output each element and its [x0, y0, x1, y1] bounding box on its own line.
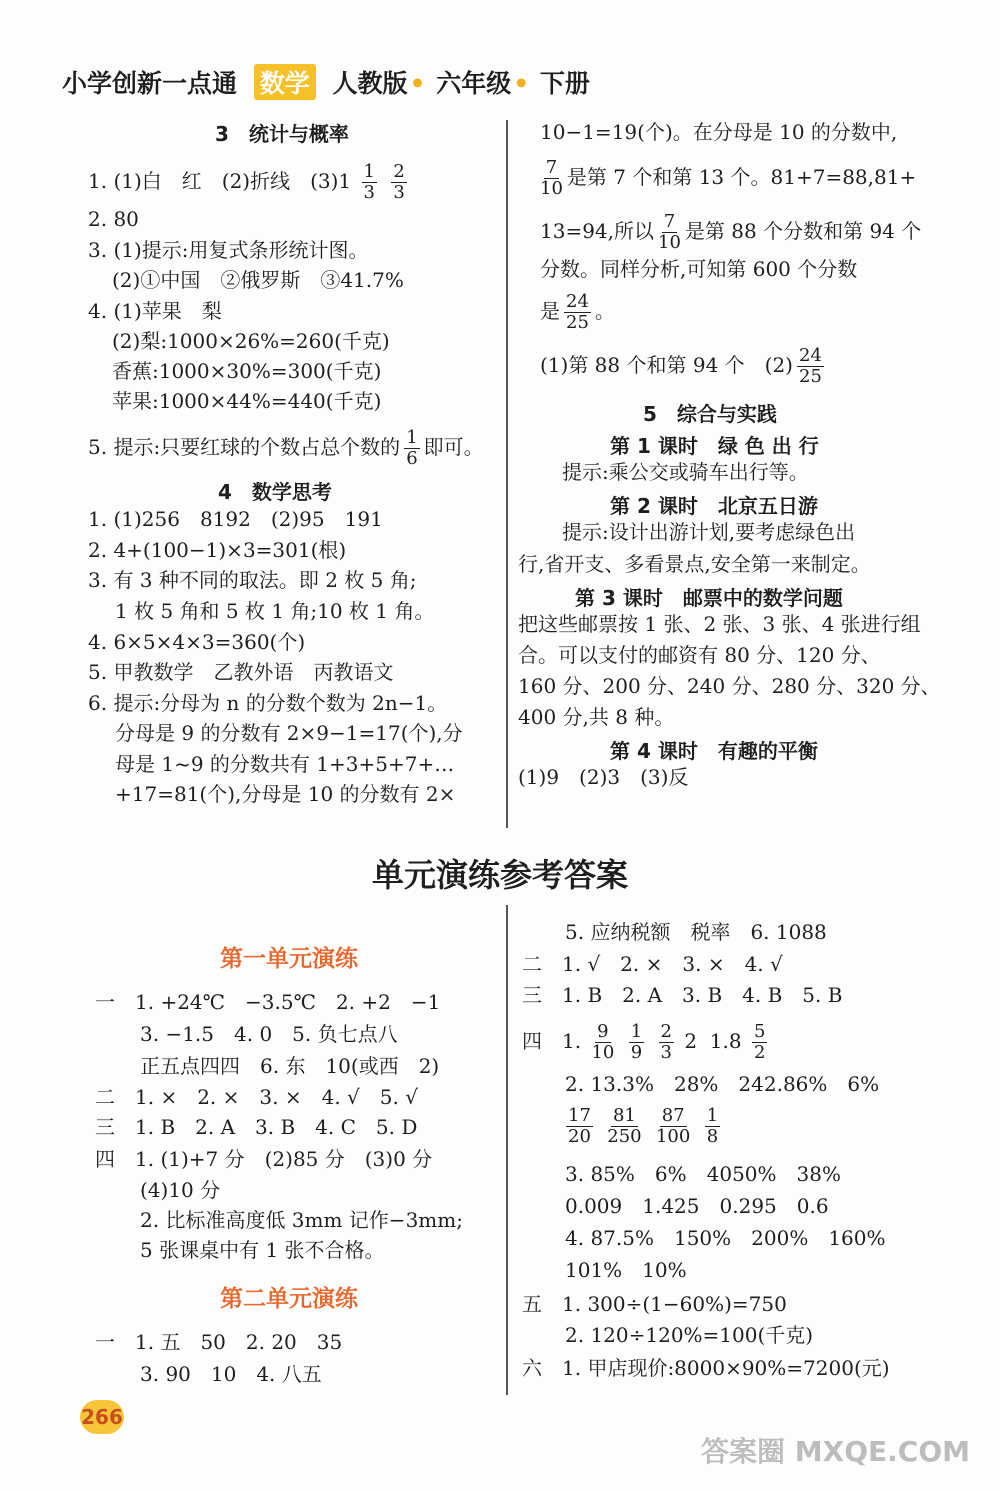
denominator: 20 [568, 1126, 591, 1147]
fraction [659, 1022, 674, 1063]
answer-line: 3. 85% 6% 4050% 38% [565, 1162, 841, 1186]
answer-line: 4. (1)苹果 梨 [88, 299, 222, 323]
answer-line: 分数。同样分析,可知第 600 个分数 [540, 257, 858, 281]
fraction [607, 1106, 641, 1147]
numerator: 9 [597, 1021, 609, 1042]
answer-line: 160 分、200 分、240 分、280 分、320 分、 [518, 674, 941, 698]
answer-line: (2)①中国 ②俄罗斯 ③41.7% [112, 268, 404, 292]
fraction [591, 1022, 614, 1063]
answer-line: 合。可以支付的邮资有 80 分、120 分、 [518, 643, 881, 667]
fraction [566, 1106, 593, 1147]
book-title: 小学创新一点通 [62, 69, 238, 98]
denominator: 10 [540, 178, 563, 199]
answer-text: 1.8 [709, 1029, 742, 1053]
answer-line [540, 158, 916, 199]
numerator: 1 [406, 427, 418, 448]
answer-line: 5. 甲教数学 乙教外语 丙教语文 [88, 660, 394, 684]
answer-line: +17=81(个),分母是 10 的分数有 2× [115, 782, 456, 806]
answer-text: 。 [594, 299, 615, 323]
answer-line: 5 张课桌中有 1 张不合格。 [140, 1238, 385, 1262]
section-title: 3 统计与概率 [215, 122, 349, 146]
answer-line: 400 分,共 8 种。 [518, 705, 675, 729]
numerator: 24 [799, 345, 822, 366]
answer-line: 3. 有 3 种不同的取法。即 2 枚 5 角; [88, 568, 417, 592]
unit-title: 第二单元演练 [220, 1286, 358, 1312]
fraction [540, 158, 563, 199]
answer-line [562, 1106, 724, 1147]
answer-line: 五 1. 300÷(1−60%)=750 [522, 1292, 787, 1316]
fraction [391, 162, 406, 203]
answer-line: 三 1. B 2. A 3. B 4. B 5. B [522, 983, 843, 1007]
answer-line: 提示:乘公交或骑车出行等。 [562, 460, 809, 484]
answer-line: 一 1. +24℃ −3.5℃ 2. +2 −1 [95, 990, 441, 1014]
numerator: 5 [753, 1021, 766, 1042]
denominator: 3 [363, 182, 375, 203]
answer-text: 13=94,所以 [540, 219, 655, 243]
fraction [629, 1022, 644, 1063]
dot-icon: • [513, 69, 530, 98]
answer-text: 是第 88 个分数和第 94 个 [684, 219, 922, 243]
answer-line: 0.009 1.425 0.295 0.6 [565, 1194, 829, 1218]
lesson-title: 第 1 课时 绿 色 出 行 [610, 434, 819, 458]
page-title: 单元演练参考答案 [371, 856, 628, 894]
answer-line: 分母是 9 的分数有 2×9−1=17(个),分 [115, 721, 463, 745]
answer-line: 四 1. (1)+7 分 (2)85 分 (3)0 分 [95, 1147, 433, 1171]
answer-line [540, 292, 615, 333]
answer-text: 5. 提示:只要红球的个数占总个数的 [88, 435, 401, 459]
page-number: 266 [80, 1400, 124, 1434]
answer-text: 是 [540, 299, 560, 323]
lesson-title: 第 3 课时 邮票中的数学问题 [575, 586, 843, 610]
answer-line: 把这些邮票按 1 张、2 张、3 张、4 张进行组 [518, 612, 921, 636]
answer-line: 正五点四四 6. 东 10(或西 2) [140, 1054, 440, 1078]
denominator: 10 [591, 1042, 615, 1063]
answer-text: 2 [684, 1029, 698, 1053]
denominator: 25 [566, 312, 589, 333]
answer-line: 4. 6×5×4×3=360(个) [88, 630, 306, 654]
numerator: 1 [363, 161, 375, 182]
answer-line [88, 428, 484, 469]
denominator: 10 [658, 232, 681, 253]
denominator: 2 [753, 1042, 766, 1063]
column-divider-top [506, 120, 508, 828]
numerator: 1 [630, 1021, 643, 1042]
denominator: 6 [406, 448, 418, 469]
lesson-title: 第 4 课时 有趣的平衡 [610, 739, 818, 763]
answer-line: 提示:设计出游计划,要考虑绿色出 [562, 520, 856, 544]
fraction [705, 1106, 720, 1147]
answer-line: 2. 4+(100−1)×3=301(根) [88, 538, 347, 562]
numerator: 24 [566, 291, 589, 312]
answer-line: 101% 10% [565, 1258, 687, 1282]
lesson-title: 第 2 课时 北京五日游 [610, 494, 818, 518]
denominator: 9 [630, 1042, 643, 1063]
answer-line: 6. 提示:分母为 n 的分数个数为 2n−1。 [88, 691, 448, 715]
answer-line: 香蕉:1000×30%=300(千克) [112, 359, 382, 383]
book-header [62, 64, 590, 100]
answer-line: 2. 13.3% 28% 242.86% 6% [565, 1072, 880, 1096]
grade: 六年级 [436, 69, 512, 98]
unit-title: 第一单元演练 [220, 946, 358, 972]
answer-line: 1 枚 5 角和 5 枚 1 角;10 枚 1 角。 [115, 599, 435, 623]
answer-text: 即可。 [423, 435, 484, 459]
fraction [404, 428, 419, 469]
answer-line: (2)梨:1000×26%=260(千克) [112, 329, 390, 353]
answer-line: 二 1. √ 2. × 3. × 4. √ [522, 952, 783, 976]
answer-line [88, 162, 411, 203]
answer-line: 母是 1~9 的分数共有 1+3+5+7+… [115, 752, 455, 776]
numerator: 7 [545, 157, 558, 178]
numerator: 81 [612, 1105, 636, 1126]
denominator: 250 [607, 1126, 642, 1147]
section-title: 5 综合与实践 [643, 402, 777, 426]
answer-line: (4)10 分 [140, 1178, 221, 1202]
denominator: 3 [393, 182, 405, 203]
subject-badge: 数学 [254, 64, 316, 100]
numerator: 7 [663, 211, 676, 232]
answer-text: 是第 7 个和第 13 个。81+7=88,81+ [566, 165, 917, 189]
fraction [656, 1106, 690, 1147]
answer-text: 四 1. [522, 1029, 582, 1053]
answer-line: 10−1=19(个)。在分母是 10 的分数中, [540, 120, 898, 144]
fraction [362, 162, 377, 203]
denominator: 100 [655, 1126, 691, 1147]
answer-line: 行,省开支、多看景点,安全第一来制定。 [518, 552, 871, 576]
fraction [658, 212, 681, 253]
answer-line [522, 1022, 771, 1063]
answer-line: 2. 80 [88, 207, 139, 231]
answer-line: 4. 87.5% 150% 200% 160% [565, 1226, 886, 1250]
answer-line: 1. (1)256 8192 (2)95 191 [88, 507, 383, 531]
column-divider-bottom [506, 905, 508, 1395]
denominator: 25 [799, 366, 822, 387]
answer-text: (1)第 88 个和第 94 个 (2) [540, 353, 793, 377]
fraction [564, 292, 591, 333]
answer-line: 一 1. 五 50 2. 20 35 [95, 1330, 343, 1354]
answer-line: 六 1. 甲店现价:8000×90%=7200(元) [522, 1356, 890, 1380]
denominator: 3 [660, 1042, 672, 1063]
answer-line: 3. (1)提示:用复式条形统计图。 [88, 238, 369, 262]
fraction [797, 346, 824, 387]
answer-line: 苹果:1000×44%=440(千克) [112, 389, 382, 413]
answer-line: 二 1. × 2. × 3. × 4. √ 5. √ [95, 1085, 418, 1109]
denominator: 8 [706, 1126, 719, 1147]
edition: 人教版 [332, 69, 408, 98]
answer-line: 2. 120÷120%=100(千克) [565, 1323, 814, 1347]
numerator: 87 [661, 1105, 685, 1126]
answer-text: 1. (1)白 红 (2)折线 (3)1 [88, 169, 352, 193]
section-title: 4 数学思考 [218, 480, 332, 504]
watermark-logo: 答案圈 MXQE.COM [701, 1435, 970, 1468]
answer-line [540, 346, 828, 387]
numerator: 2 [660, 1021, 672, 1042]
answer-line [540, 212, 921, 253]
answer-line: 3. 90 10 4. 八五 [140, 1362, 322, 1386]
numerator: 17 [568, 1105, 591, 1126]
answer-line: 三 1. B 2. A 3. B 4. C 5. D [95, 1115, 418, 1139]
answer-line: 5. 应纳税额 税率 6. 1088 [565, 920, 827, 944]
answer-line: 2. 比标准高度低 3mm 记作−3mm; [140, 1208, 463, 1232]
answer-line: (1)9 (2)3 (3)反 [518, 765, 689, 789]
numerator: 1 [706, 1105, 719, 1126]
dot-icon: • [409, 69, 426, 98]
volume: 下册 [539, 69, 590, 98]
answer-line: 3. −1.5 4. 0 5. 负七点八 [140, 1022, 398, 1046]
fraction [752, 1022, 767, 1063]
numerator: 2 [393, 161, 405, 182]
